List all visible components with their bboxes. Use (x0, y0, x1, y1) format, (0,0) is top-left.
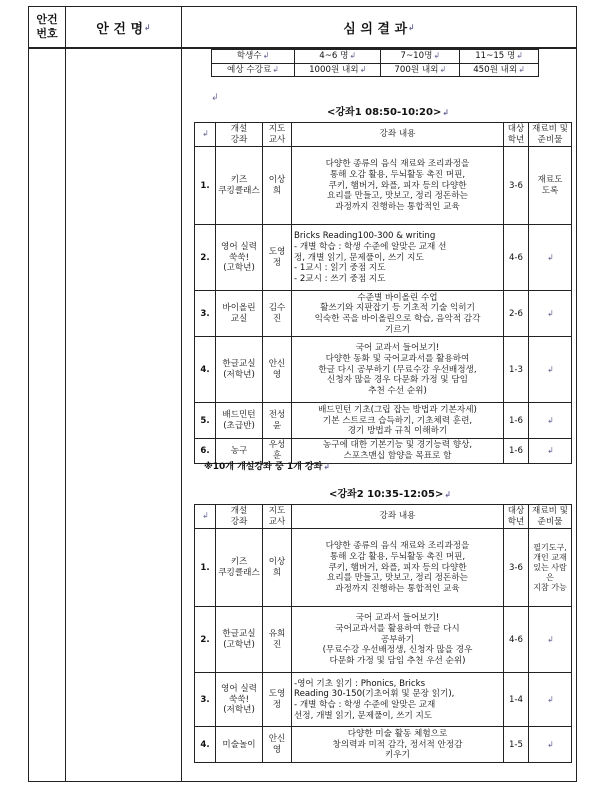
teacher-name: 전성윤 (263, 403, 292, 439)
target-grade: 3-6 (504, 529, 529, 607)
row-number: 3. (195, 291, 216, 337)
course-note-text: ※10개 개설강좌 중 1개 강좌 (204, 462, 323, 472)
course-name: 키즈 쿠킹클래스 (216, 147, 263, 225)
teacher-name: 이상희 (263, 147, 292, 225)
course-content: 농구에 대한 기본기능 및 경기능력 향상, 스포츠맨십 함양을 목표로 함 (292, 439, 504, 463)
course-content: 다양한 종류의 음식 재료와 조리과정을 통해 오감 활용, 두뇌활동 촉진 머핀, 쿠키, 햄버거, 와플, 피자 등의 다양한 요리를 만들고, 맛보고, 정리 정돈하는 과정까지 진행하는 통합적인 교육 (292, 147, 504, 225)
teacher-name: 안신영 (263, 727, 292, 763)
header-review-result: 심 의 결 과 ↲ (182, 7, 576, 47)
course-name: 영어 실력 쑥쑥! (저학년) (216, 673, 263, 727)
table-row (195, 147, 572, 225)
target-grade: 1-6 (504, 439, 529, 463)
table-cell: 4~6 명↲ (295, 50, 381, 64)
course-name: 영어 실력 쑥쑥! (고학년) (216, 225, 263, 291)
course-content: -영어 기초 읽기 : Phonics, Bricks Reading 30-150(기초어휘 및 문장 읽기), - 개별 학습 : 학생 수준에 알맞은 교재 선정, 개별 읽기, 문제풀이, 쓰기 지도 (292, 673, 504, 727)
course-name: 미술놀이 (216, 727, 263, 763)
paragraph-mark: ↲ (211, 93, 219, 103)
course-name: 배드민턴 (초급반) (216, 403, 263, 439)
table-header-row (195, 123, 572, 147)
table-header-row (195, 505, 572, 529)
materials: 필기도구, 개인 교재 있는 사람은 지참 가능 (529, 529, 572, 607)
teacher-name: 도영정 (263, 225, 292, 291)
teacher-name: 김수진 (263, 291, 292, 337)
section1-title: <강좌1 08:50-10:20>↲ (327, 107, 450, 118)
table-row (195, 673, 572, 727)
teacher-name: 유희진 (263, 607, 292, 673)
header-cell: ↲ (195, 123, 216, 147)
course-content: 다양한 미술 활동 체험으로 창의력과 미적 감각, 정서적 안정감 키우기 (292, 727, 504, 763)
header-cell: 재료비 및 준비물 (529, 123, 572, 147)
section2-title-text: <강좌2 10:35-12:05> (329, 489, 444, 500)
table-header (29, 7, 576, 49)
table-cell: 11~15 명↲ (460, 50, 539, 64)
course-name: 키즈 쿠킹클래스 (216, 529, 263, 607)
section2-table (194, 504, 572, 763)
table-cell: 학생수↲ (212, 50, 295, 64)
target-grade: 4-6 (504, 225, 529, 291)
target-grade: 1-3 (504, 337, 529, 403)
header-cell: 지도 교사 (263, 505, 292, 529)
table-row (212, 50, 539, 64)
header-agenda-title-text: 안 건 명 (96, 21, 144, 37)
table-row (195, 337, 572, 403)
table-row (195, 403, 572, 439)
course-name: 한글교실 (고학년) (216, 607, 263, 673)
teacher-name: 도영정 (263, 673, 292, 727)
row-number: 2. (195, 225, 216, 291)
cell-text: 학생수 (236, 51, 262, 61)
materials: ↲ (529, 607, 572, 673)
target-grade: 1-4 (504, 673, 529, 727)
header-agenda-title: 안 건 명 ↲ (66, 7, 181, 47)
teacher-name: 이상희 (263, 529, 292, 607)
course-content: 국어 교과서 들어보기! 국어교과서를 활용하여 한글 다시 공부하기 (무료수강 우선배정생, 신청자 많을 경우 다문화 가정 및 담임 추천 우선 순위) (292, 607, 504, 673)
section1-title-text: <강좌1 08:50-10:20> (327, 107, 442, 118)
cell-text: 450원 내외 (473, 64, 518, 75)
header-cell: 강좌 내용 (292, 123, 504, 147)
materials: ↲ (529, 727, 572, 763)
course-content: Bricks Reading100-300 & writing - 개별 학습 : 학생 수준에 알맞은 교재 선 정, 개별 읽기, 문제풀이, 쓰기 지도 - 1교시 : 읽기 중점 지도 - 2교시 : 쓰기 중점 지도 (292, 225, 504, 291)
materials: ↲ (529, 225, 572, 291)
course-name: 바이올린 교실 (216, 291, 263, 337)
teacher-name: 우성훈 (263, 439, 292, 463)
cell-text: 700원 내외 (394, 64, 439, 75)
cell-text: 7~10명 (400, 51, 433, 61)
section2-title: <강좌2 10:35-12:05>↲ (329, 489, 452, 500)
header-cell: 개설 강좌 (216, 505, 263, 529)
course-content: 수준별 바이올린 수업 활쓰기와 지판잡기 등 기초적 기술 익히기 익숙한 곡을 바이올린으로 학습, 음악적 감각 기르기 (292, 291, 504, 337)
materials: 재료도 도록 (529, 147, 572, 225)
cell-text: 1000원 내외 (309, 64, 359, 75)
header-cell: 강좌 내용 (292, 505, 504, 529)
target-grade: 1-5 (504, 727, 529, 763)
table-row (212, 63, 539, 77)
row-number: 5. (195, 403, 216, 439)
table-row (195, 225, 572, 291)
course-content: 배드민턴 기초(그립 잡는 방법과 기본자세) 기본 스트로크 습득하기, 기초체력 훈련, 경기 방법과 규칙 이해하기 (292, 403, 504, 439)
materials: ↲ (529, 291, 572, 337)
cell-text: 예상 수강료 (227, 64, 272, 75)
section1-table (194, 122, 572, 464)
materials: ↲ (529, 439, 572, 463)
header-review-result-text: 심 의 결 과 (343, 21, 408, 37)
fee-table (211, 49, 539, 77)
column-divider-2 (181, 7, 182, 781)
header-agenda-number: 안건 번호 (36, 13, 58, 40)
course-note: ※10개 개설강좌 중 1개 강좌↲ (204, 462, 331, 472)
course-content: 다양한 종류의 음식 재료와 조리과정을 통해 오감 활용, 두뇌활동 촉진 머핀, 쿠키, 햄버거, 와플, 피자 등의 다양한 요리를 만들고, 맛보고, 정리 정돈하는 과정까지 진행하는 통합적인 교육 (292, 529, 504, 607)
header-cell: 개설 강좌 (216, 123, 263, 147)
row-number: 2. (195, 607, 216, 673)
course-name: 한글교실 (저학년) (216, 337, 263, 403)
header-cell: ↲ (195, 505, 216, 529)
target-grade: 1-6 (504, 403, 529, 439)
target-grade: 2-6 (504, 291, 529, 337)
table-row (195, 607, 572, 673)
table-cell: 7~10명↲ (381, 50, 460, 64)
teacher-name: 안신영 (263, 337, 292, 403)
column-divider-1 (65, 7, 66, 781)
row-number: 3. (195, 673, 216, 727)
course-name: 농구 (216, 439, 263, 463)
materials: ↲ (529, 337, 572, 403)
header-cell: 지도 교사 (263, 123, 292, 147)
table-cell: 예상 수강료↲ (212, 63, 295, 77)
header-cell: 대상 학년 (504, 505, 529, 529)
table-row (195, 291, 572, 337)
table-cell: 700원 내외↲ (381, 63, 460, 77)
document-frame (28, 6, 577, 782)
table-row (195, 727, 572, 763)
cell-text: 4~6 명 (319, 51, 349, 61)
row-number: 1. (195, 529, 216, 607)
cell-text: 11~15 명 (475, 51, 516, 61)
row-number: 1. (195, 147, 216, 225)
row-number: 6. (195, 439, 216, 463)
course-content: 국어 교과서 들어보기! 다양한 동화 및 국어교과서를 활용하여 한글 다시 공부하기 (무료수강 우선배정생, 신청자 많을 경우 다문화 가정 및 담임 추천 수선 순위) (292, 337, 504, 403)
header-cell: 재료비 및 준비물 (529, 505, 572, 529)
target-grade: 4-6 (504, 607, 529, 673)
table-cell: 450원 내외↲ (460, 63, 539, 77)
header-cell: 대상 학년 (504, 123, 529, 147)
materials: ↲ (529, 673, 572, 727)
row-number: 4. (195, 337, 216, 403)
target-grade: 3-6 (504, 147, 529, 225)
row-number: 4. (195, 727, 216, 763)
table-row (195, 529, 572, 607)
table-cell: 1000원 내외↲ (295, 63, 381, 77)
materials: ↲ (529, 403, 572, 439)
